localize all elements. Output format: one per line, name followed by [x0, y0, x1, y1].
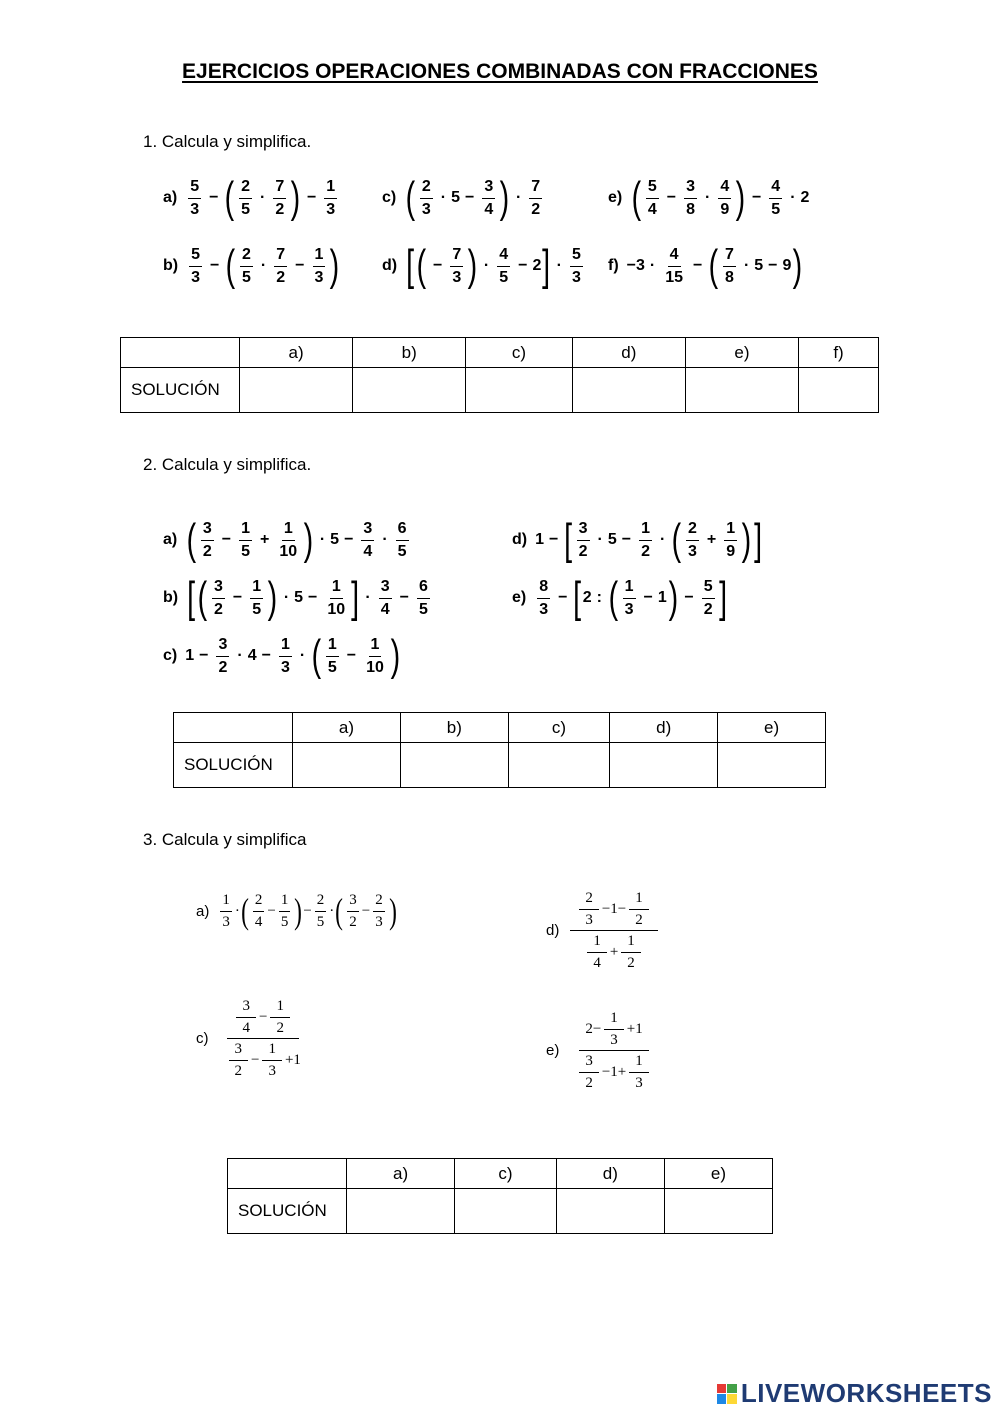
column-header: e) — [685, 338, 798, 368]
answer-3a-input[interactable] — [347, 1189, 455, 1234]
answer-1b-input[interactable] — [353, 368, 466, 413]
column-header: e) — [718, 713, 826, 743]
answer-1f-input[interactable] — [799, 368, 879, 413]
exercise-1a: a) $\frac{5}{3}$ − ( $\frac{2}{5}$ · $\frac{7}{2}$ ) − $\frac{1}{3}$ — [163, 173, 336, 223]
answer-2e-input[interactable] — [718, 743, 826, 788]
page-title: EJERCICIOS OPERACIONES COMBINADAS CON FRACCIONES — [182, 60, 818, 83]
exercise-2c: c) 1 − $\frac{3}{2}$ · 4 − $\frac{1}{3}$ · ( $\frac{1}{5}$ − $\frac{1}{10}$ ) — [163, 631, 400, 681]
column-header: b) — [353, 338, 466, 368]
section-1-heading: 1. Calcula y simplifica. — [143, 132, 312, 151]
column-header: f) — [799, 338, 879, 368]
answer-1e-input[interactable] — [685, 368, 798, 413]
exercise-1e: e) ( $\frac{5}{4}$ − $\frac{3}{8}$ · $\frac{4}{9}$ ) − $\frac{4}{5}$ · 2 — [608, 173, 810, 223]
exercise-1f: f) −3 · $\frac{4}{15}$ − ( $\frac{7}{8}$ · 5 − 9 ) — [608, 241, 803, 291]
exercise-3a: a) $\frac{1}{3}$ · ( $\frac{2}{4}$ − $\frac{1}{5}$ ) − $\frac{2}{5}$ · ( $\frac{3}{2}$ − $\frac{2}{3}$ ) — [196, 890, 397, 931]
exercise-1c: c) ( $\frac{2}{3}$ · 5 − $\frac{3}{4}$ ) · $\frac{7}{2}$ — [382, 173, 541, 223]
exercise-2a: a) ( $\frac{3}{2}$ − $\frac{1}{5}$ + $\frac{1}{10}$ ) · 5 − $\frac{3}{4}$ · $\frac{6}{5}$ — [163, 515, 407, 565]
exercise-3e: e) 2− $\frac{1}{3}$ +1 $\frac{3}{2}$ −1+ $\frac{1}{3}$ — [546, 1010, 661, 1091]
column-header: e) — [664, 1159, 772, 1189]
exercise-3c: c) $\frac{3}{4}$ − $\frac{1}{2}$ $\frac{3}{2}$ − $\frac{1}{3}$ +1 — [196, 998, 301, 1079]
row-label: SOLUCIÓN — [174, 743, 293, 788]
answer-1c-input[interactable] — [466, 368, 572, 413]
column-header: c) — [455, 1159, 557, 1189]
table-corner — [174, 713, 293, 743]
answer-3d-input[interactable] — [556, 1189, 664, 1234]
logo-square — [727, 1394, 737, 1404]
table-corner — [228, 1159, 347, 1189]
column-header: c) — [508, 713, 609, 743]
brand-name: LIVEWORKSHEETS — [740, 1378, 992, 1408]
column-header: d) — [610, 713, 718, 743]
answer-2c-input[interactable] — [508, 743, 609, 788]
solution-table-2 — [173, 712, 826, 788]
column-header: d) — [556, 1159, 664, 1189]
exercise-2d: d) 1 − [ $\frac{3}{2}$ · 5 − $\frac{1}{2}$ · ( $\frac{2}{3}$ + $\frac{1}{9}$ ) ] — [512, 515, 762, 565]
liveworksheets-logo — [717, 1378, 992, 1409]
exercise-1b: b) $\frac{5}{3}$ − ( $\frac{2}{5}$ · $\frac{7}{2}$ − $\frac{1}{3}$ ) — [163, 241, 340, 291]
answer-1a-input[interactable] — [240, 368, 353, 413]
row-label: SOLUCIÓN — [121, 368, 240, 413]
exercise-2e: e) $\frac{8}{3}$ − [ 2 : ( $\frac{1}{3}$ − 1 ) − $\frac{5}{2}$ ] — [512, 573, 727, 623]
exercise-2b: b) [ ( $\frac{3}{2}$ − $\frac{1}{5}$ ) · 5 − $\frac{1}{10}$ ] · $\frac{3}{4}$ − $\frac{6}{5}$ — [163, 573, 428, 623]
column-header: d) — [572, 338, 685, 368]
column-header: a) — [240, 338, 353, 368]
logo-square — [717, 1384, 727, 1394]
answer-3c-input[interactable] — [455, 1189, 557, 1234]
exercise-3d: d) $\frac{2}{3}$ −1− $\frac{1}{2}$ $\frac{1}{4}$ + $\frac{1}{2}$ — [546, 890, 661, 971]
solution-table-3 — [227, 1158, 773, 1234]
answer-2a-input[interactable] — [293, 743, 401, 788]
column-header: c) — [466, 338, 572, 368]
column-header: a) — [293, 713, 401, 743]
logo-square — [727, 1384, 737, 1394]
exercise-1d: d) [ ( − $\frac{7}{3}$ ) · $\frac{4}{5}$ − 2 ] · $\frac{5}{3}$ — [382, 241, 581, 291]
column-header: b) — [400, 713, 508, 743]
answer-2d-input[interactable] — [610, 743, 718, 788]
answer-1d-input[interactable] — [572, 368, 685, 413]
table-corner — [121, 338, 240, 368]
solution-table-1 — [120, 337, 879, 413]
row-label: SOLUCIÓN — [228, 1189, 347, 1234]
logo-icon — [717, 1384, 737, 1404]
answer-2b-input[interactable] — [400, 743, 508, 788]
answer-3e-input[interactable] — [664, 1189, 772, 1234]
logo-square — [717, 1394, 727, 1404]
section-3-heading: 3. Calcula y simplifica — [143, 830, 307, 849]
column-header: a) — [347, 1159, 455, 1189]
section-2-heading: 2. Calcula y simplifica. — [143, 455, 312, 474]
